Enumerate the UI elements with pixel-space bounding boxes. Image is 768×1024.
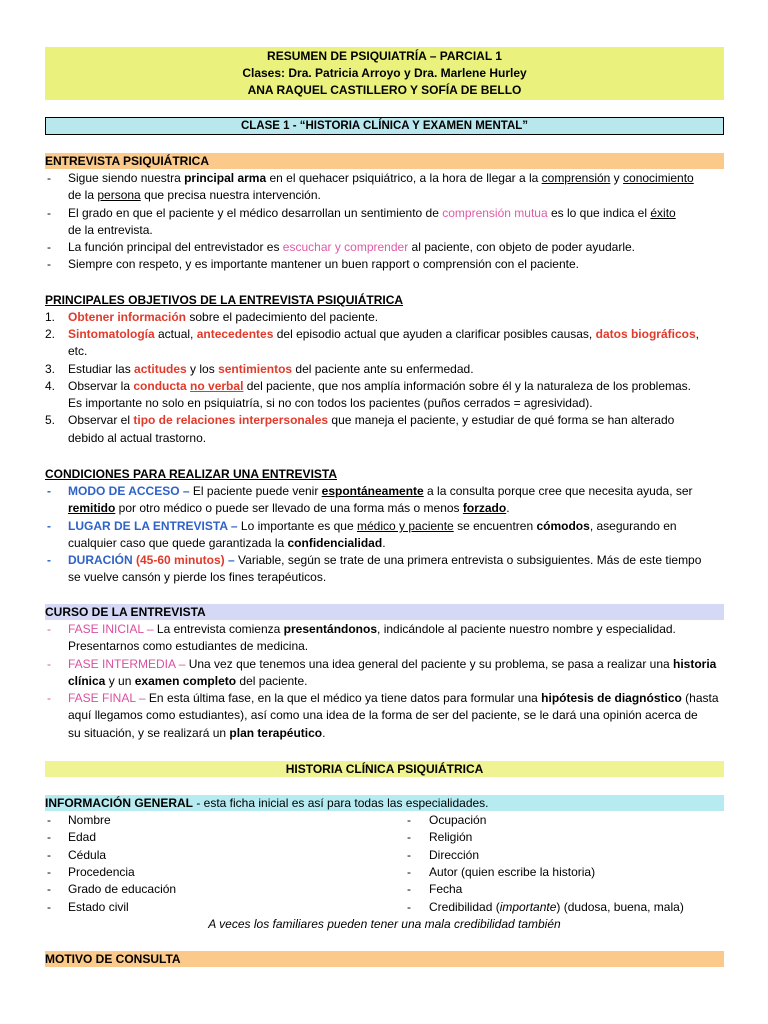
clase-1-heading: CLASE 1 - “HISTORIA CLÍNICA Y EXAMEN MENTAL” [45,117,724,135]
info-general-heading: INFORMACIÓN GENERAL - esta ficha inicial es así para todas las especialidades. [45,795,724,811]
document-authors: ANA RAQUEL CASTILLERO Y SOFÍA DE BELLO [247,83,522,97]
section-objetivos: PRINCIPALES OBJETIVOS DE LA ENTREVISTA PSIQUIÁTRICA [45,293,404,307]
document-classes: Clases: Dra. Patricia Arroyo y Dra. Marlene Hurley [242,66,527,80]
section-curso: CURSO DE LA ENTREVISTA [45,604,724,620]
credibility-note: A veces los familiares pueden tener una mala credibilidad también [208,917,561,931]
document-title: RESUMEN DE PSIQUIATRÍA – PARCIAL 1 [267,49,502,63]
document-page: RESUMEN DE PSIQUIATRÍA – PARCIAL 1 Clases: Dra. Patricia Arroyo y Dra. Marlene Hurley ANA RAQUEL CASTILLERO Y SOFÍA DE BELLO CLASE 1 - “HISTORIA CLÍNICA Y EXAMEN MENTAL” ENTREVISTA PSIQUIÁTRICA - Sigue siendo nuestra principal arma en el quehacer psiquiátrico, a la hora de llegar a la comprensión y conocimiento de la persona que precisa nuestra intervención. - El grado en que el paciente y el médico desarrollan un sentimiento de comprensión mutua es lo que indica el éxito de la entrevista. - La función principal del entrevistador es escuchar y comprender al paciente, con objeto de poder ayudarle. - Siempre con respeto, y es importante mantener un buen rapport o comprensión con el paciente. PRINCIPALES OBJETIVOS DE LA ENTREVISTA PSIQUIÁTRICA 1. Obtener información sobre el padecimiento del paciente. 2. Sintomatología actual, antecedentes del episodio actual que ayuden a clarificar posibles causas, datos biográficos, etc. 3. Estudiar las actitudes y los sentimientos del paciente ante su enfermedad. 4. Observar la conducta no verbal del paciente, que nos amplía información sobre él y la naturaleza de los problemas. Es importante no solo en psiquiatría, si no con todos los pacientes (puños cerrados = agresividad). 5. Observar el tipo de relaciones interpersonales que maneja el paciente, y estudiar de qué forma se han alterado debido al actual trastorno. CONDICIONES PARA REALIZAR UNA ENTREVISTA - MODO DE ACCESO – El paciente puede venir espontáneamente a la consulta porque cree que necesita ayuda, ser remitido por otro médico o puede ser llevado de una forma más o menos forzado. - LUGAR DE LA ENTREVISTA – Lo importante es que médico y paciente se encuentren cómodos, asegurando en cualquier caso que quede garantizada la confidencialidad. - DURACIÓN (45-60 minutos) – Variable, según se trate de una primera entrevista o subsiguientes. Más de este tiempo se vuelve cansón y pierde los fines terapéuticos. CURSO DE LA ENTREVISTA - FASE INICIAL – La entrevista comienza presentándonos, indicándole al paciente nuestro nombre y especialidad. Presentarnos como estudiantes de medicina. - FASE INTERMEDIA – Una vez que tenemos una idea general del paciente y su problema, se pasa a realizar una historia clínica y un examen completo del paciente. - FASE FINAL – En esta última fase, en la que el médico ya tiene datos para formular una hipótesis de diagnóstico (hasta aquí llegamos como estudiantes), así como una idea de la forma de ser del paciente, se le dará una opinión acerca de su situación, y se realizará un plan terapéutico. HISTORIA CLÍNICA PSIQUIÁTRICA INFORMACIÓN GENERAL - esta ficha inicial es así para todas las especialidades. - Nombre - Edad - Cédula - Procedencia - Grado de educación - Estado civil - Ocupación - Religión - Dirección - Autor (quien escribe la historia) - Fecha - Credibilidad (importante) (dudosa, buena, mala) A veces los familiares pueden tener una mala credibilidad también MOTIVO DE CONSULTA [0,0,768,1024]
section-entrevista: ENTREVISTA PSIQUIÁTRICA [45,153,724,169]
section-condiciones: CONDICIONES PARA REALIZAR UNA ENTREVISTA [45,467,338,481]
section-historia: HISTORIA CLÍNICA PSIQUIÁTRICA [45,761,724,777]
section-motivo: MOTIVO DE CONSULTA [45,951,724,967]
header-band [45,47,724,100]
